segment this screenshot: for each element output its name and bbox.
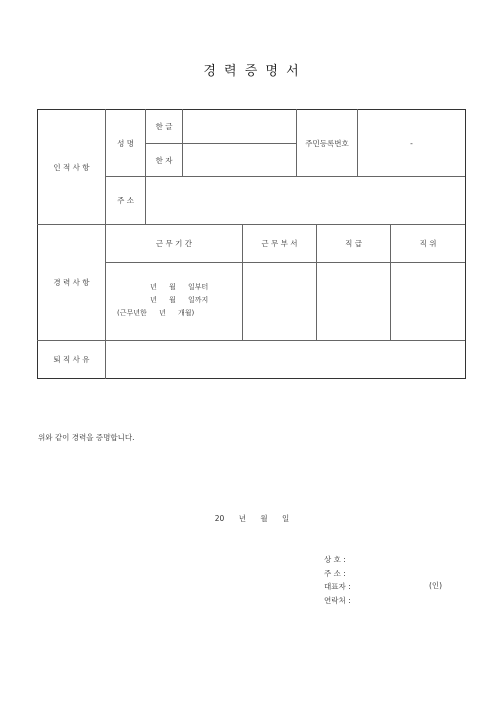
seal-mark: (인) — [429, 581, 443, 590]
rank-header: 직 급 — [345, 239, 362, 248]
period-total: (근무년한 년 개월) — [117, 309, 195, 317]
period-to: 년 월 일까지 — [150, 296, 209, 304]
hangul-label: 한 글 — [155, 122, 173, 131]
table-border-right — [465, 109, 466, 379]
dept-field[interactable] — [243, 263, 316, 340]
address-field[interactable] — [146, 177, 465, 224]
resign-reason-field[interactable] — [106, 341, 465, 378]
company-address-label: 주 소 : — [324, 569, 346, 578]
document-title: 경 력 증 명 서 — [203, 64, 301, 79]
rank-field[interactable] — [317, 263, 390, 340]
company-name-label: 상 호 : — [324, 555, 346, 564]
period-from: 년 월 일부터 — [150, 283, 209, 291]
name-label: 성 명 — [117, 138, 134, 148]
resign-reason-label: 퇴 직 사 유 — [53, 355, 90, 364]
personal-section-label: 인 적 사 항 — [53, 162, 90, 172]
representative-label: 대표자 : — [324, 582, 351, 591]
issue-date: 20 년 월 일 — [214, 514, 290, 523]
period-header: 근 무 기 간 — [155, 239, 193, 248]
position-field[interactable] — [391, 263, 465, 340]
hangul-name-field[interactable] — [183, 110, 296, 143]
career-section-label: 경 력 사 항 — [53, 278, 90, 287]
certification-statement: 위와 같이 경력을 증명합니다. — [38, 433, 135, 442]
table-border-bottom — [37, 378, 466, 379]
hanja-name-field[interactable] — [183, 144, 296, 176]
dept-header: 근 무 부 서 — [261, 239, 298, 248]
address-label: 주 소 — [117, 196, 134, 205]
resident-id-field[interactable]: - — [410, 138, 413, 148]
position-header: 직 위 — [419, 239, 437, 248]
hanja-label: 한 자 — [155, 155, 173, 165]
contact-label: 연락처 : — [324, 596, 351, 605]
resident-id-label: 주민등록번호 — [305, 138, 349, 148]
